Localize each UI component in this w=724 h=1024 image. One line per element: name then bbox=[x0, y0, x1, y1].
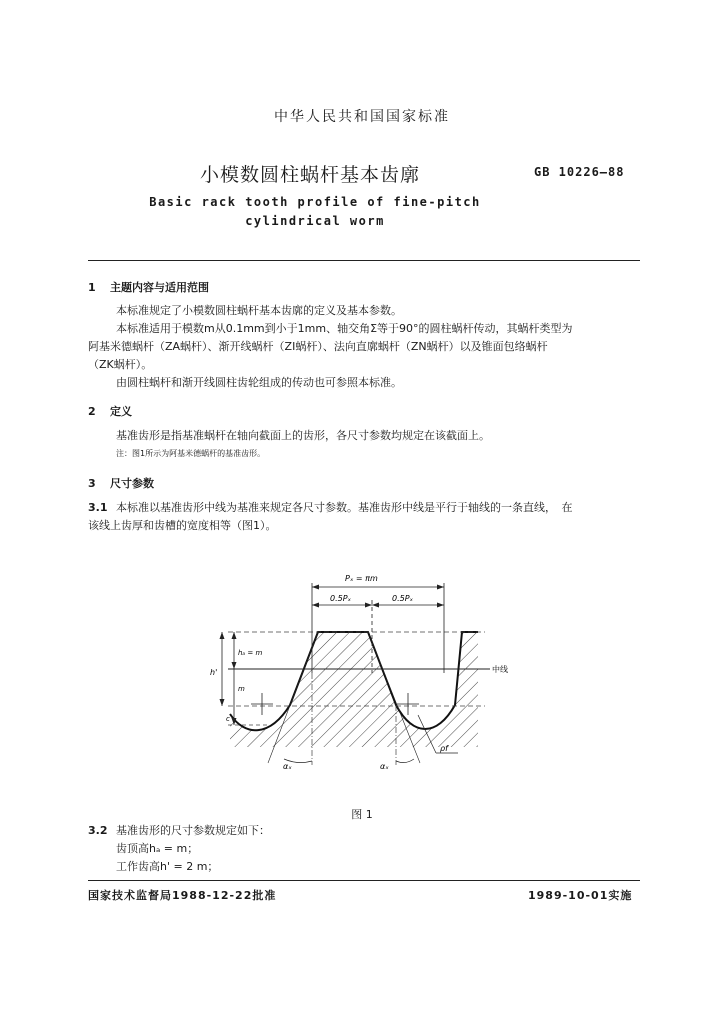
section-1-para-2-line-2: 阿基米德蜗杆（ZA蜗杆）、渐开线蜗杆（ZI蜗杆）、法向直廓蜗杆（ZN蜗杆）以及锥面包络蜗杆 bbox=[88, 340, 548, 353]
document-title: 小模数圆柱蜗杆基本齿廓 bbox=[200, 164, 421, 186]
section-1-para-2-line-1: 本标准适用于模数m从0.1mm到小于1mm、轴交角Σ等于90°的圆柱蜗杆传动，其蜗杆类型为 bbox=[116, 322, 573, 335]
section-1-para-2-line-3: （ZK蜗杆）。 bbox=[88, 358, 153, 371]
section-2-body bbox=[88, 427, 648, 463]
implementation-date: 1989-10-01实施 bbox=[528, 889, 633, 902]
english-title-line-1: Basic rack tooth profile of fine-pitch bbox=[149, 195, 481, 209]
arrowhead bbox=[232, 662, 237, 669]
rho-label: ρf bbox=[440, 744, 448, 753]
alpha-left-label: αₓ bbox=[283, 762, 292, 771]
section-3-2-number: 3.2 bbox=[88, 824, 108, 837]
section-3-1-text-1: 本标准以基准齿形中线为基准来规定各尺寸参数。基准齿形中线是平行于轴线的一条直线， 在 bbox=[116, 501, 573, 514]
section-2-para-1: 基准齿形是指基准蜗杆在轴向截面上的齿形，各尺寸参数均规定在该截面上。 bbox=[116, 429, 490, 442]
section-3-2-item-1: 齿顶高hₐ = m； bbox=[116, 842, 199, 855]
section-3-1-line-1 bbox=[88, 499, 648, 517]
arrowhead bbox=[312, 603, 319, 608]
section-3-title: 尺寸参数 bbox=[110, 477, 154, 490]
section-1-title: 主题内容与适用范围 bbox=[110, 281, 209, 294]
ha-label: hₐ = m bbox=[238, 649, 263, 657]
arrowhead bbox=[220, 699, 225, 706]
section-1-body bbox=[88, 302, 648, 392]
figure-1-drawing bbox=[200, 565, 508, 780]
half-pitch-left-label: 0.5Pₓ bbox=[330, 594, 352, 603]
header-rule bbox=[88, 260, 640, 261]
section-3-number: 3 bbox=[88, 477, 96, 490]
english-title bbox=[0, 193, 630, 231]
half-pitch-right-label: 0.5Pₓ bbox=[392, 594, 414, 603]
national-standard-heading: 中华人民共和国国家标准 bbox=[274, 109, 450, 125]
section-2-note: 注：图1所示为阿基米德蜗杆的基准齿形。 bbox=[116, 449, 266, 458]
section-2-heading bbox=[88, 403, 132, 419]
approval-date: 国家技术监督局1988-12-22批准 bbox=[88, 889, 277, 902]
m-label: m bbox=[238, 685, 245, 693]
figure-1-caption: 图 1 bbox=[351, 808, 373, 821]
section-3-2-text: 基准齿形的尺寸参数规定如下： bbox=[116, 824, 270, 837]
arrowhead bbox=[437, 585, 444, 590]
section-2-title: 定义 bbox=[110, 405, 132, 418]
arrowhead bbox=[365, 603, 372, 608]
standard-number: GB 10226—88 bbox=[534, 165, 625, 179]
centerline-label: 中线 bbox=[492, 665, 508, 674]
tooth-hatch bbox=[230, 632, 478, 747]
footer-rule bbox=[88, 880, 640, 881]
section-3-2-body bbox=[88, 822, 648, 876]
section-1-heading bbox=[88, 279, 209, 295]
pitch-label: Pₓ = πm bbox=[345, 574, 378, 583]
section-3-2-line bbox=[88, 822, 648, 840]
section-3-1-line-2: 该线上齿厚和齿槽的宽度相等（图1）。 bbox=[88, 519, 277, 532]
section-1-number: 1 bbox=[88, 281, 96, 294]
section-3-heading bbox=[88, 475, 154, 491]
english-title-line-2: cylindrical worm bbox=[245, 214, 385, 228]
section-3-1-number: 3.1 bbox=[88, 501, 108, 514]
section-2-number: 2 bbox=[88, 405, 96, 418]
arrowhead bbox=[437, 603, 444, 608]
section-3-2-item-2: 工作齿高h' = 2 m； bbox=[116, 860, 219, 873]
arrowhead bbox=[232, 632, 237, 639]
alpha-arc-right bbox=[396, 759, 414, 763]
arrowhead bbox=[220, 632, 225, 639]
arrowhead bbox=[312, 585, 319, 590]
c-label: c bbox=[226, 715, 230, 723]
section-1-para-1: 本标准规定了小模数圆柱蜗杆基本齿廓的定义及基本参数。 bbox=[116, 304, 402, 317]
alpha-right-label: αₓ bbox=[380, 762, 389, 771]
section-3-1-body bbox=[88, 499, 648, 535]
arrowhead bbox=[372, 603, 379, 608]
h-total-label: h' bbox=[210, 668, 218, 677]
section-1-para-3: 由圆柱蜗杆和渐开线圆柱齿轮组成的传动也可参照本标准。 bbox=[116, 376, 402, 389]
